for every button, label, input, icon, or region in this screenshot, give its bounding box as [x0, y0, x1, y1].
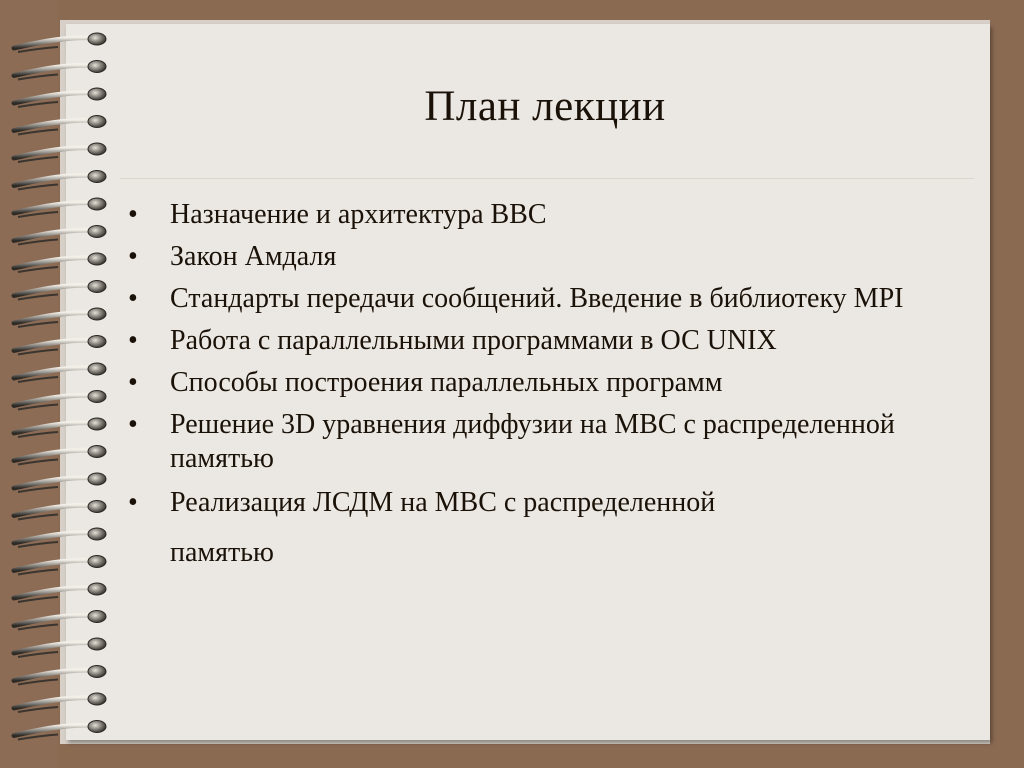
bullet-text: Закон Амдаля: [170, 241, 337, 272]
bullet-marker: •: [128, 367, 138, 398]
bullet-item: [124, 366, 954, 400]
bullet-item: [124, 240, 954, 274]
bullet-text: Решение 3D уравнения диффузии на МВС с распределенной памятью: [170, 409, 895, 474]
spiral-ring: [14, 473, 106, 492]
spiral-ring: [14, 666, 106, 685]
bullet-marker: •: [128, 409, 138, 440]
spiral-ring: [14, 61, 106, 80]
spiral-ring: [14, 143, 106, 162]
spiral-ring: [14, 446, 106, 465]
bullet-text: Назначение и архитектура ВВС: [170, 199, 547, 230]
spiral-ring: [14, 336, 106, 355]
title-divider: [120, 178, 974, 179]
bullet-marker: •: [128, 241, 138, 272]
spiral-ring: [14, 583, 106, 602]
spiral-ring: [14, 363, 106, 382]
bullet-item: [124, 324, 954, 358]
bullet-list: [124, 198, 954, 580]
spiral-ring: [14, 611, 106, 630]
bullet-marker: •: [128, 325, 138, 356]
spiral-ring: [14, 693, 106, 712]
bullet-marker: •: [128, 487, 138, 518]
spiral-ring: [14, 501, 106, 520]
spiral-ring: [14, 171, 106, 190]
bullet-marker: •: [128, 199, 138, 230]
spiral-ring: [14, 556, 106, 575]
bullet-marker: •: [128, 283, 138, 314]
bullet-text: Стандарты передачи сообщений. Введение в библиотеку MPI: [170, 283, 904, 314]
bullet-item: [124, 408, 954, 476]
spiral-ring: [14, 528, 106, 547]
spiral-ring: [14, 418, 106, 437]
bullet-item: [124, 484, 954, 572]
spiral-ring: [14, 198, 106, 217]
bullet-item: [124, 282, 954, 316]
spiral-ring: [14, 638, 106, 657]
spiral-ring: [14, 308, 106, 327]
spiral-ring: [14, 226, 106, 245]
bullet-text: Способы построения параллельных программ: [170, 367, 723, 398]
spiral-ring: [14, 281, 106, 300]
spiral-ring: [14, 253, 106, 272]
spiral-ring: [14, 391, 106, 410]
bullet-text: Реализация ЛСДМ на МВС с распределенной: [170, 487, 716, 518]
bullet-text-continuation: памятью: [170, 537, 274, 568]
slide-title: План лекции: [424, 83, 666, 130]
bullet-text: Работа с параллельными программами в ОС UNIX: [170, 325, 777, 356]
spiral-ring: [14, 721, 106, 740]
bullet-item: [124, 198, 954, 232]
spiral-ring: [14, 33, 106, 52]
